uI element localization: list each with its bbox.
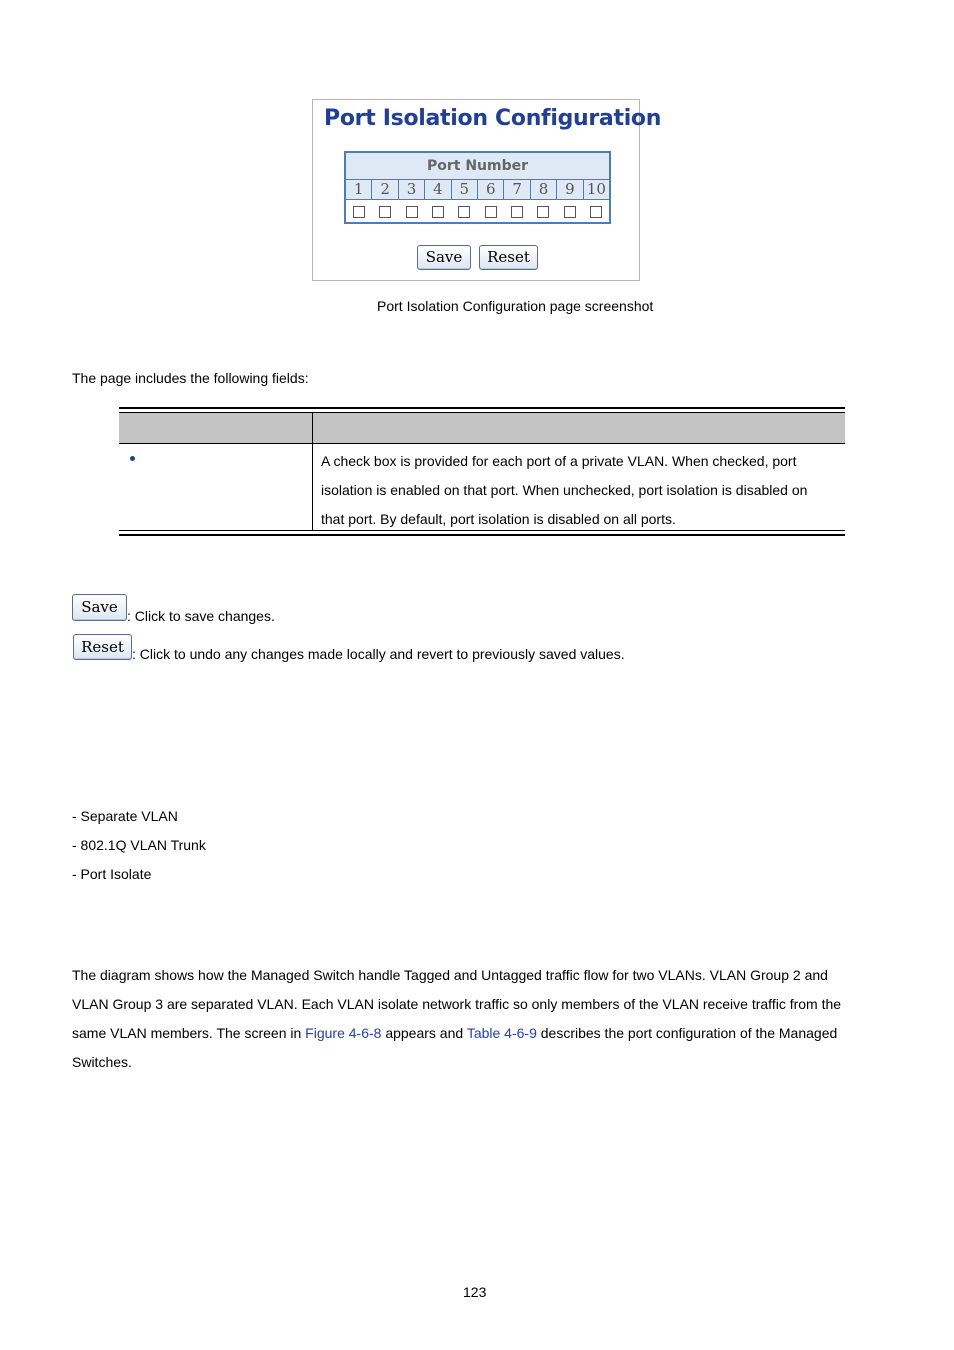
- port-number: 7: [503, 180, 529, 199]
- intro-text: The page includes the following fields:: [72, 370, 309, 386]
- table-header-row: [119, 413, 845, 443]
- port-number-header: Port Number: [346, 153, 609, 179]
- save-button-image: Save: [72, 594, 127, 621]
- port-number-table: [344, 151, 611, 224]
- port-number: 10: [583, 180, 609, 199]
- table-row: [119, 444, 845, 530]
- page-number: 123: [463, 1284, 487, 1300]
- port-9-checkbox[interactable]: [564, 206, 576, 218]
- field-table: [119, 407, 845, 536]
- port-number: 3: [398, 180, 424, 199]
- port-6-checkbox[interactable]: [485, 206, 497, 218]
- bullet-icon: [130, 456, 135, 461]
- port-number: 1: [353, 180, 364, 198]
- list-item: - Separate VLAN: [72, 808, 178, 824]
- list-item: - Port Isolate: [72, 866, 152, 882]
- paragraph-line: The diagram shows how the Managed Switch handle Tagged and Untagged traffic flow for two VLANs. VLAN Group 2 and: [72, 967, 828, 983]
- port-isolation-screenshot: [312, 99, 662, 281]
- port-number: 2: [371, 180, 397, 199]
- port-2-checkbox[interactable]: [379, 206, 391, 218]
- port-1-checkbox[interactable]: [353, 206, 365, 218]
- save-description: : Click to save changes.: [127, 608, 275, 624]
- port-7-checkbox[interactable]: [511, 206, 523, 218]
- paragraph-line: same VLAN members. The screen in Figure 4-6-8 appears and Table 4-6-9 describes the port configuration of the Managed: [72, 1025, 838, 1041]
- table-link[interactable]: Table 4-6-9: [466, 1025, 537, 1041]
- screenshot-title: Port Isolation Configuration: [324, 106, 662, 131]
- list-item: - 802.1Q VLAN Trunk: [72, 837, 206, 853]
- port-5-checkbox[interactable]: [458, 206, 470, 218]
- port-number: 6: [477, 180, 503, 199]
- port-number: 9: [556, 180, 582, 199]
- field-description: A check box is provided for each port of a private VLAN. When checked, port isolation is enabled on that port. When unchecked, port isolation is disabled on that port. By default, port isolation is disabled on all ports.: [321, 453, 808, 527]
- port-10-checkbox[interactable]: [590, 206, 602, 218]
- figure-link[interactable]: Figure 4-6-8: [305, 1025, 382, 1041]
- port-number: 4: [424, 180, 450, 199]
- paragraph-line: Switches.: [72, 1054, 132, 1070]
- reset-description: : Click to undo any changes made locally and revert to previously saved values.: [132, 646, 625, 662]
- port-8-checkbox[interactable]: [537, 206, 549, 218]
- reset-button-image: Reset: [73, 634, 132, 660]
- port-checkbox-row: [346, 200, 609, 224]
- port-4-checkbox[interactable]: [432, 206, 444, 218]
- port-number: 5: [451, 180, 477, 199]
- port-number: 8: [530, 180, 556, 199]
- save-button[interactable]: Save: [417, 245, 471, 270]
- port-number-row: [346, 179, 609, 200]
- reset-button[interactable]: Reset: [479, 245, 538, 270]
- port-3-checkbox[interactable]: [406, 206, 418, 218]
- paragraph-line: VLAN Group 3 are separated VLAN. Each VLAN isolate network traffic so only members of the VLAN receive traffic from the: [72, 996, 842, 1012]
- figure-caption: Port Isolation Configuration page screenshot: [377, 298, 654, 314]
